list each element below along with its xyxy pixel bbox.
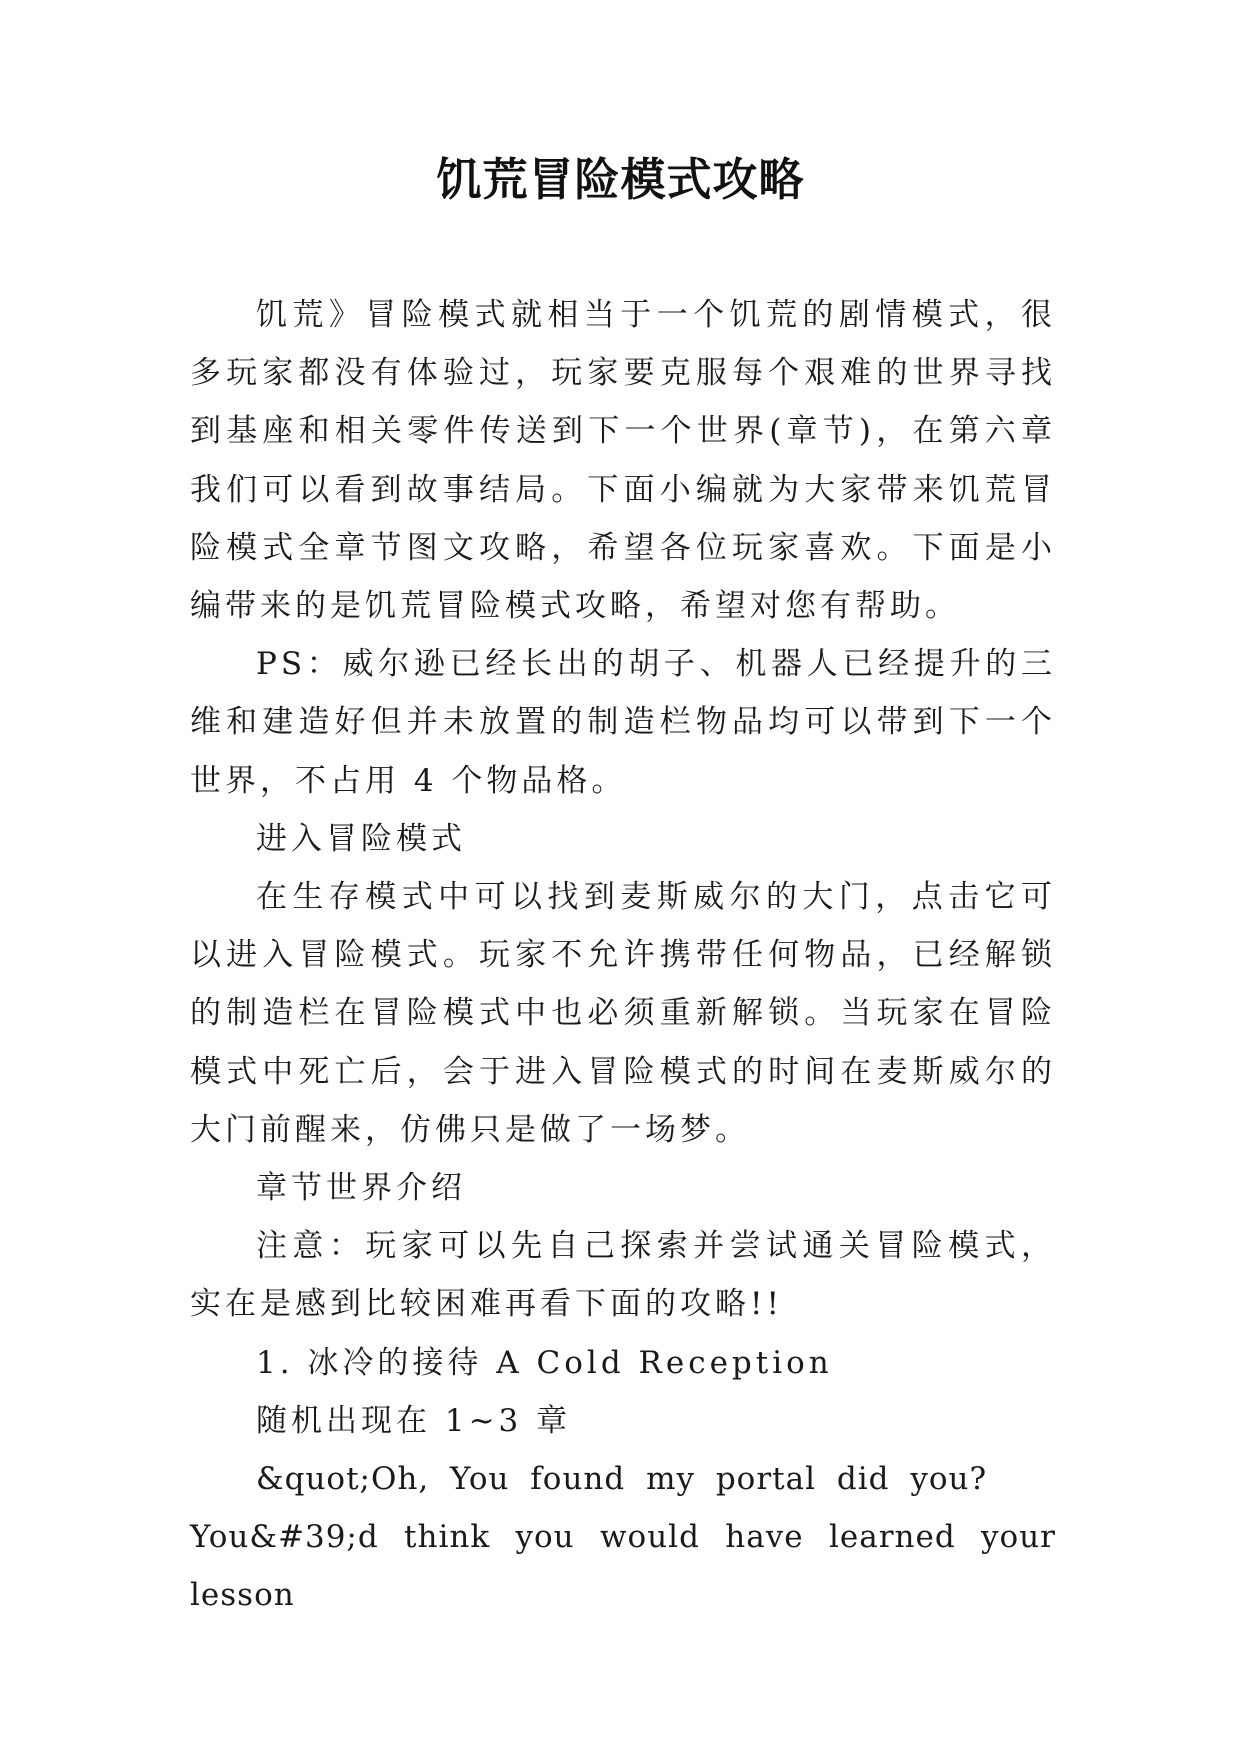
heading-chapter-intro: 章节世界介绍 [256,1170,466,1207]
heading-chapter-1: 1. 冰冷的接待 A Cold Reception [256,1344,833,1381]
paragraph-notice: 注意：玩家可以先自己探索并尝试通关冒险模式，实在是感到比较困难再看下面的攻略!! [190,1228,1056,1323]
paragraph-enter-adventure: 在生存模式中可以找到麦斯威尔的大门，点击它可以进入冒险模式。玩家不允许携带任何物品，已经解锁的制造栏在冒险模式中也必须重新解锁。当玩家在冒险模式中死亡后，会于进入冒险模式的时间在麦斯威尔的大门前醒来，仿佛只是做了一场梦。 [190,879,1056,1148]
paragraph-intro: 饥荒》冒险模式就相当于一个饥荒的剧情模式，很多玩家都没有体验过，玩家要克服每个艰难的世界寻找到基座和相关零件传送到下一个世界(章节)，在第六章我们可以看到故事结局。下面小编就为大家带来饥荒冒险模式全章节图文攻略，希望各位玩家喜欢。下面是小编带来的是饥荒冒险模式攻略，希望对您有帮助。 [190,297,1056,625]
document-title: 饥荒冒险模式攻略 [436,153,805,206]
paragraph-ps-note: PS：威尔逊已经长出的胡子、机器人已经提升的三维和建造好但并未放置的制造栏物品均可以带到下一个世界，不占用 4 个物品格。 [190,646,1056,799]
paragraph-chapter-range: 随机出现在 1~3 章 [256,1402,572,1439]
paragraph-quote-line-2: You&#39;d think you would have learned your lesson [190,1519,1056,1614]
paragraph-quote-line-1: &quot;Oh, You found my portal did you? [256,1461,988,1498]
heading-enter-adventure: 进入冒险模式 [256,820,466,857]
document-body [190,286,1056,1625]
